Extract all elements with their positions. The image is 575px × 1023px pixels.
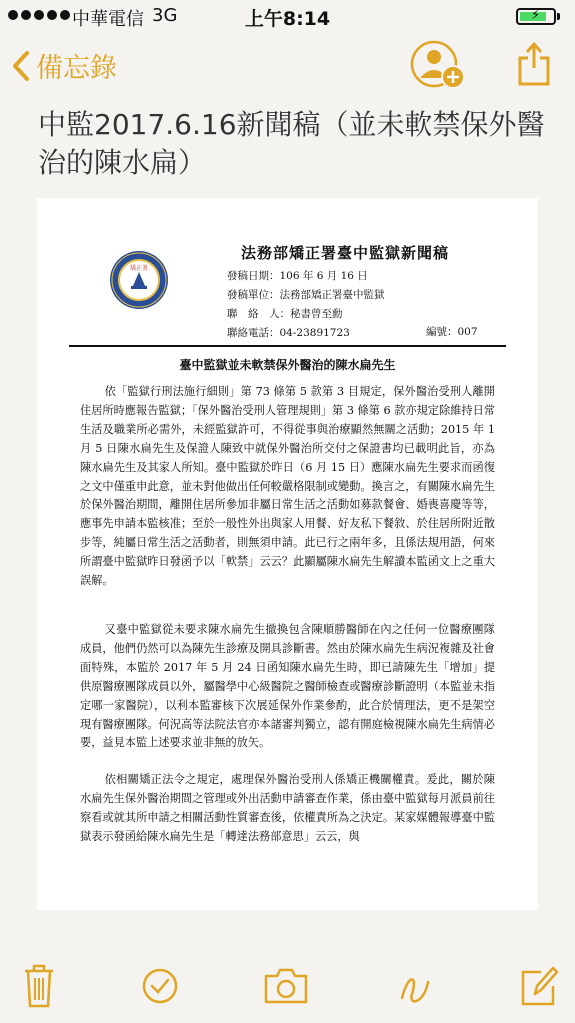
release-date: 發稿日期：106 年 6 月 16 日 (227, 270, 368, 282)
ministry-of-justice-seal-icon (109, 250, 169, 310)
release-serial: 編號：007 (426, 326, 478, 338)
bottom-toolbar (0, 960, 575, 1020)
release-unit: 發稿單位：法務部矯正署臺中監獄 (227, 289, 385, 301)
charging-icon: ⚡ (531, 8, 541, 23)
share-icon[interactable] (517, 40, 551, 86)
network-type: 3G (152, 5, 178, 26)
compose-icon[interactable] (519, 964, 559, 1008)
chevron-left-icon (12, 51, 30, 81)
back-button[interactable] (12, 46, 117, 85)
status-bar (0, 0, 575, 34)
trash-icon[interactable] (24, 964, 54, 1008)
sketch-icon[interactable] (398, 964, 432, 1008)
note-title[interactable]: 中監2017.6.16新聞稿（並未軟禁保外醫治的陳水扁） (38, 108, 545, 179)
paragraph-2: 又臺中監獄從未要求陳水扁先生撤換包含陳順勝醫師在內之任何一位醫療團隊成員，他們仍然可以為陳先生診療及開具診斷書。然由於陳水扁先生病況複雜及社會面特殊，本監於 2017 年 5 月 24 日函知陳水扁先生時，即已請陳先生「增加」提供原醫療團隊成員以外，屬醫學中心級醫院之醫師檢查或醫療診斷證明（本監並未指定哪一家醫院），以利本監審核下次展延保外作業參酌，此合於情理法，更不是架空現有醫療團隊。何況高等法院法官亦本諸審判獨立，認有開庭檢視陳水扁先生病情必要，益見本監上述要求並非無的放矢。 (80, 623, 495, 750)
paragraph-3: 依相關矯正法令之規定，處理保外醫治受刑人係矯正機關權責。爰此，關於陳水扁先生保外醫治期間之管理或外出活動申請審查作業，係由臺中監獄每月派員前往察看或就其所申請之相關活動性質審查後，依權責所為之決定。某家媒體報導臺中監獄表示發函給陳水扁先生是「轉達法務部意思」云云，與 (80, 773, 495, 843)
document-heading: 法務部矯正署臺中監獄新聞稿 (240, 244, 449, 262)
release-phone: 聯絡電話：04-23891723 (227, 327, 350, 339)
battery-tip (557, 13, 560, 20)
carrier-name: 中華電信 (72, 9, 144, 30)
seal-lettering: 矯正署 (129, 265, 149, 272)
paragraph-1: 依「監獄行刑法施行細則」第 73 條第 5 款第 3 目規定，保外醫治受刑人離開住居所時應報告監獄；「保外醫治受刑人管理規則」第 3 條第 6 款亦規定除維持日常生活及職業所必需外，未經監獄許可，不得從事與治療顯然無關之活動；2015 年 1 月 5 日陳水扁先生及保證人陳致中就保外醫治所交付之保證書均已載明此旨，亦為陳水扁先生及其家人所知。臺中監獄於昨日（6 月 15 日）應陳水扁先生要求而函復之文中僅重申此意，並未對他做出任何較嚴格限制或變動。換言之，有關陳水扁先生於保外醫治期間，離開住居所參加非屬日常生活之活動如募款餐會、婚喪喜慶等等，應事先申請本監核准；至於一般性外出與家人用餐、好友私下餐敘、於住居所附近散步等，純屬日常生活之活動者，則無須申請。此已行之兩年多，且係法規用語，何來所謂臺中監獄昨日發函予以「軟禁」云云？此顯屬陳水扁先生解讀本監函文上之重大誤解。 (80, 385, 495, 588)
navigation-bar (0, 34, 575, 96)
release-contact: 聯 絡 人：秘書曾至勳 (227, 308, 343, 320)
press-release-image[interactable] (37, 198, 538, 910)
add-person-icon[interactable] (410, 40, 466, 90)
document-subtitle: 臺中監獄並未軟禁保外醫治的陳水扁先生 (179, 358, 396, 372)
release-metadata (227, 267, 385, 343)
back-label: 備忘錄 (36, 53, 117, 84)
status-time: 上午8:14 (244, 8, 331, 30)
checklist-icon[interactable] (142, 964, 178, 1008)
divider (69, 345, 506, 347)
camera-icon[interactable] (263, 964, 309, 1008)
